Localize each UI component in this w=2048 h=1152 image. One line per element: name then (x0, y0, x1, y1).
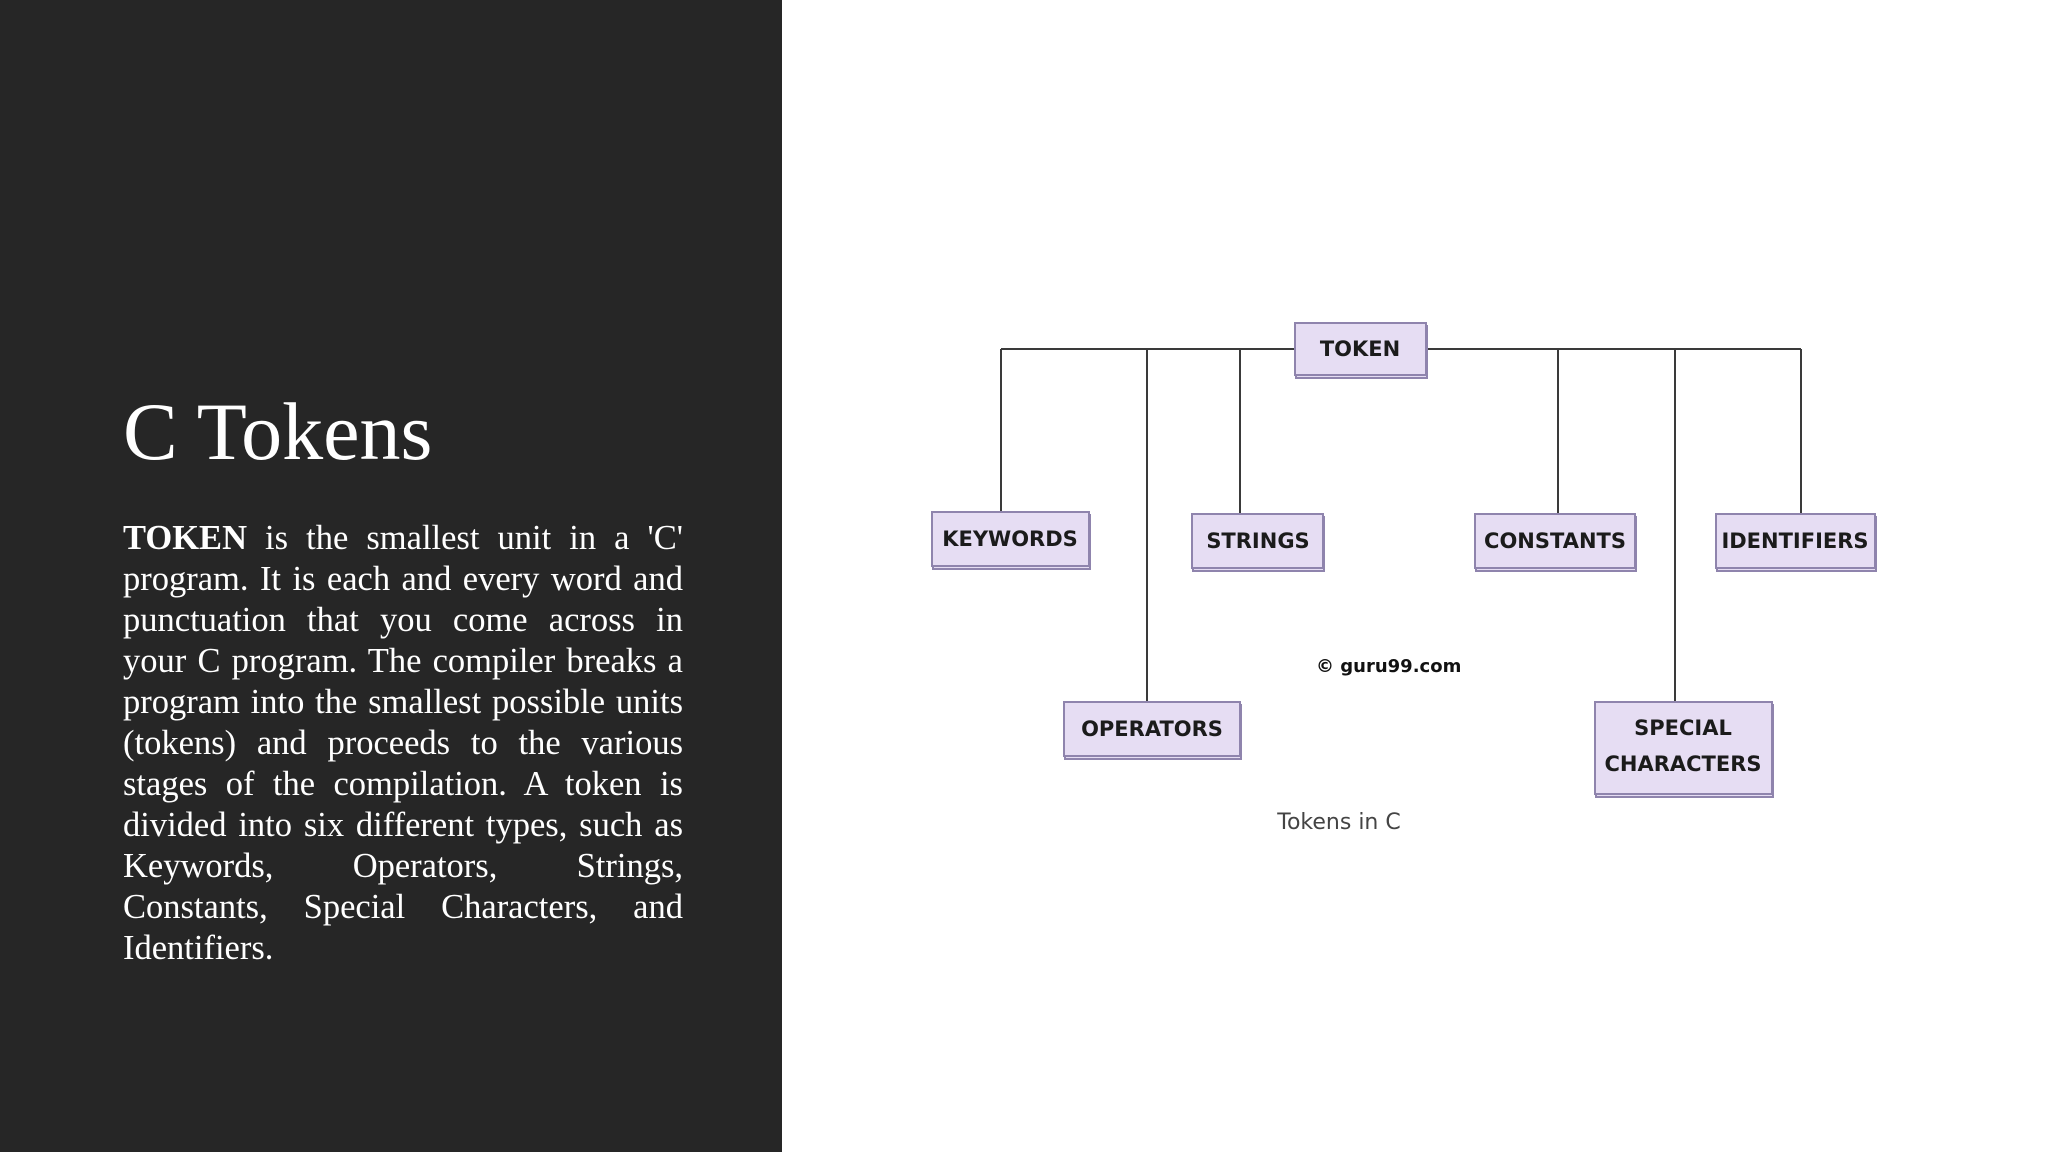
identifiers-node (1716, 514, 1876, 571)
token-root-label: TOKEN (1319, 337, 1401, 361)
strings-node (1192, 514, 1324, 571)
keywords-label: KEYWORDS (942, 527, 1078, 551)
tokens-diagram (782, 0, 2048, 1152)
diagram-connectors (1001, 349, 1801, 702)
token-term: TOKEN (123, 519, 247, 557)
operators-node (1064, 702, 1241, 759)
diagram-caption: Tokens in C (1277, 810, 1401, 835)
special-characters-node (1595, 702, 1773, 797)
left-text-panel (0, 0, 782, 1152)
constants-node (1475, 514, 1636, 571)
right-image-panel (782, 0, 2048, 1152)
operators-label: OPERATORS (1081, 717, 1223, 741)
slide-title: C Tokens (123, 386, 433, 477)
keywords-node (932, 512, 1090, 569)
guru99-watermark: © guru99.com (1316, 656, 1462, 677)
token-root-node (1295, 323, 1427, 378)
token-definition: is the smallest unit in a 'C' program. It is each and every word and punctuation that you come across in your C program. The compiler breaks a program into the smallest possible units (tokens) and proceeds to the various stages of the compilation. A token is divided into six different types, such as Keywords, Operators, Strings, Constants, Special Characters, and Identifiers. (123, 519, 683, 967)
special-characters-label-line2: CHARACTERS (1604, 752, 1762, 776)
strings-label: STRINGS (1206, 529, 1310, 553)
constants-label: CONSTANTS (1484, 529, 1626, 553)
slide-body-text (123, 518, 683, 969)
special-characters-label-line1: SPECIAL (1634, 716, 1732, 740)
identifiers-label: IDENTIFIERS (1721, 529, 1869, 553)
